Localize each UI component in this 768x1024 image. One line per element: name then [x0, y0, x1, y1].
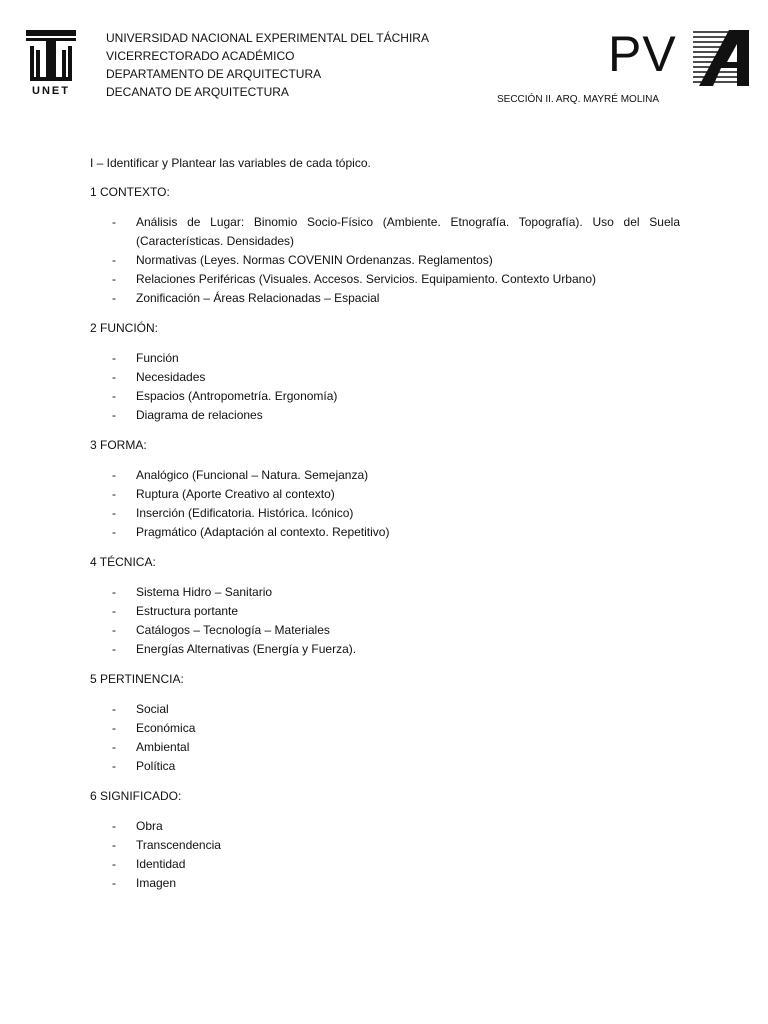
list-item: [90, 270, 680, 289]
list-item: [90, 289, 680, 308]
list-item-text: Pragmático (Adaptación al contexto. Repetitivo): [136, 525, 390, 539]
bullet-dash: -: [112, 272, 116, 286]
header-line: UNIVERSIDAD NACIONAL EXPERIMENTAL DEL TÁCHIRA: [106, 31, 429, 45]
list-item: [90, 523, 680, 542]
list-item: [90, 466, 680, 485]
list-item-text: Transcendencia: [136, 838, 221, 852]
list-item: [90, 836, 680, 855]
topic-title-contexto: 1 CONTEXTO:: [90, 185, 170, 199]
list-item-text: Energías Alternativas (Energía y Fuerza).: [136, 642, 357, 656]
list-item: [90, 504, 680, 523]
bullet-dash: -: [112, 253, 116, 267]
list-item-text: Obra: [136, 819, 163, 833]
list-item: [90, 251, 680, 270]
topic-title-tecnica: 4 TÉCNICA:: [90, 555, 156, 569]
list-item-text: Función: [136, 351, 179, 365]
list-item: [90, 738, 680, 757]
section-label: SECCIÓN II. ARQ. MAYRÉ MOLINA: [497, 94, 660, 105]
list-item-text: Analógico (Funcional – Natura. Semejanza): [136, 468, 369, 482]
header-line: VICERRECTORADO ACADÉMICO: [106, 49, 295, 63]
unet-logo-text: UNET: [32, 85, 70, 97]
list-item-text: Relaciones Periféricas (Visuales. Accesos. Servicios. Equipamiento. Contexto Urbano): [136, 272, 596, 286]
list-item-text: Normativas (Leyes. Normas COVENIN Ordenanzas. Reglamentos): [136, 253, 493, 267]
bullet-dash: -: [112, 702, 116, 716]
list-item: [90, 719, 680, 738]
bullet-dash: -: [112, 642, 116, 656]
bullet-dash: -: [112, 408, 116, 422]
unet-logo: [24, 28, 78, 98]
bullet-dash: -: [112, 506, 116, 520]
bullet-dash: -: [112, 215, 116, 229]
bullet-dash: -: [112, 819, 116, 833]
list-item-text: Inserción (Edificatoria. Histórica. Icónico): [136, 506, 354, 520]
bullet-dash: -: [112, 351, 116, 365]
list-item-text: Diagrama de relaciones: [136, 408, 263, 422]
bullet-dash: -: [112, 468, 116, 482]
list-item: [90, 602, 680, 621]
list-item: [90, 640, 680, 659]
pv-label: PV: [608, 26, 677, 82]
list-item-text: Identidad: [136, 857, 186, 871]
list-item-text: Ambiental: [136, 740, 190, 754]
topic-title-forma: 3 FORMA:: [90, 438, 147, 452]
topic-list-funcion: [90, 349, 680, 425]
topic-title-funcion: 2 FUNCIÓN:: [90, 321, 159, 335]
bullet-dash: -: [112, 525, 116, 539]
header-line: DEPARTAMENTO DE ARQUITECTURA: [106, 67, 322, 81]
bullet-dash: -: [112, 604, 116, 618]
list-item-text: Zonificación – Áreas Relacionadas – Espacial: [136, 291, 380, 305]
list-item: [90, 406, 680, 425]
institution-header: [106, 29, 429, 101]
list-item-text: Social: [136, 702, 169, 716]
topic-list-significado: [90, 817, 680, 893]
document-body: [90, 155, 680, 905]
list-item: [90, 583, 680, 602]
list-item: [90, 213, 680, 251]
list-item: [90, 368, 680, 387]
topic-list-contexto: [90, 213, 680, 308]
list-item-text: Estructura portante: [136, 604, 239, 618]
bullet-dash: -: [112, 876, 116, 890]
list-item: [90, 485, 680, 504]
intro-text: I – Identificar y Plantear las variables de cada tópico.: [90, 156, 371, 170]
bullet-dash: -: [112, 838, 116, 852]
list-item: [90, 757, 680, 776]
bullet-dash: -: [112, 291, 116, 305]
topic-list-pertinencia: [90, 700, 680, 776]
list-item-text: Ruptura (Aporte Creativo al contexto): [136, 487, 335, 501]
bullet-dash: -: [112, 740, 116, 754]
list-item-text: Catálogos – Tecnología – Materiales: [136, 623, 330, 637]
topic-list-forma: [90, 466, 680, 542]
list-item: [90, 621, 680, 640]
list-item: [90, 349, 680, 368]
bullet-dash: -: [112, 487, 116, 501]
architecture-a-logo: [691, 28, 751, 88]
list-item: [90, 387, 680, 406]
list-item: [90, 855, 680, 874]
list-item: [90, 700, 680, 719]
list-item-text: Política: [136, 759, 176, 773]
bullet-dash: -: [112, 759, 116, 773]
list-item-text: Sistema Hidro – Sanitario: [136, 585, 273, 599]
bullet-dash: -: [112, 585, 116, 599]
topic-list-tecnica: [90, 583, 680, 659]
bullet-dash: -: [112, 370, 116, 384]
bullet-dash: -: [112, 389, 116, 403]
list-item-text: Económica: [136, 721, 196, 735]
header-line: DECANATO DE ARQUITECTURA: [106, 85, 289, 99]
list-item-text: Análisis de Lugar: Binomio Socio-Físico (Ambiente. Etnografía. Topografía). Uso del Suela (Características. Densidades): [136, 215, 680, 248]
bullet-dash: -: [112, 857, 116, 871]
topic-title-significado: 6 SIGNIFICADO:: [90, 789, 182, 803]
bullet-dash: -: [112, 721, 116, 735]
bullet-dash: -: [112, 623, 116, 637]
list-item-text: Necesidades: [136, 370, 206, 384]
list-item-text: Espacios (Antropometría. Ergonomía): [136, 389, 338, 403]
list-item: [90, 874, 680, 893]
topic-title-pertinencia: 5 PERTINENCIA:: [90, 672, 184, 686]
list-item: [90, 817, 680, 836]
list-item-text: Imagen: [136, 876, 177, 890]
